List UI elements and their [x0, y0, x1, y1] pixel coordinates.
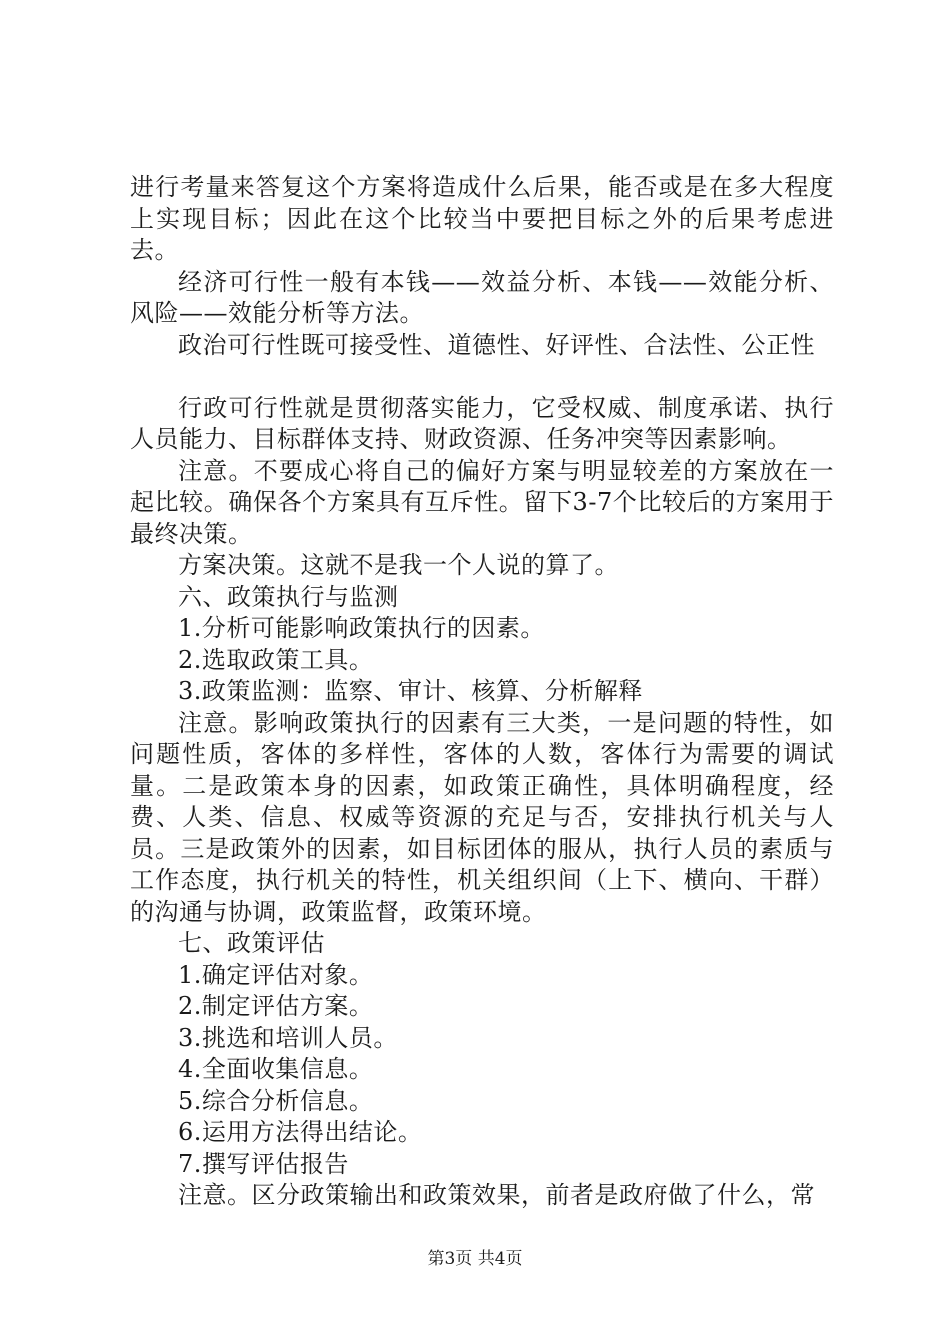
list-item: 3.政策监测：监察、审计、核算、分析解释	[178, 677, 643, 705]
paragraph: 政治可行性既可接受性、道德性、好评性、合法性、公正性	[178, 330, 815, 359]
paragraph: 经济可行性一般有本钱——效益分析、本钱——效能分析、风险——效能分析等方法。	[130, 267, 834, 327]
section-heading: 七、政策评估	[178, 929, 325, 957]
paragraph: 方案决策。这就不是我一个人说的算了。	[178, 551, 619, 579]
paragraph: 注意。区分政策输出和政策效果，前者是政府做了什么，常	[178, 1181, 815, 1209]
list-item: 3.挑选和培训人员。	[178, 1023, 398, 1052]
list-item: 6.运用方法得出结论。	[178, 1118, 423, 1146]
page-number: 第3页 共4页	[427, 1249, 523, 1269]
list-item: 1.分析可能影响政策执行的因素。	[178, 614, 545, 642]
list-item: 2.制定评估方案。	[178, 992, 374, 1020]
list-item: 7.撰写评估报告	[178, 1149, 349, 1178]
section-heading: 六、政策执行与监测	[178, 582, 399, 611]
paragraph: 注意。影响政策执行的因素有三大类，一是问题的特性，如问题性质，客体的多样性，客体的人数，客体行为需要的调试量。二是政策本身的因素，如政策正确性，具体明确程度，经费、人类、信息、权威等资源的充足与否，安排执行机关与人员。三是政策外的因素，如目标团体的服从，执行人员的素质与工作态度，执行机关的特性，机关组织间（上下、横向、干群）的沟通与协调，政策监督，政策环境。	[130, 708, 834, 926]
list-item: 2.选取政策工具。	[178, 645, 374, 674]
paragraph: 行政可行性就是贯彻落实能力，它受权威、制度承诺、执行人员能力、目标群体支持、财政资源、任务冲突等因素影响。	[130, 393, 834, 453]
list-item: 1.确定评估对象。	[178, 960, 374, 989]
list-item: 4.全面收集信息。	[178, 1055, 374, 1083]
document-body	[130, 172, 834, 1212]
blank-line	[130, 361, 834, 393]
paragraph: 注意。不要成心将自己的偏好方案与明显较差的方案放在一起比较。确保各个方案具有互斥性。留下3-7个比较后的方案用于最终决策。	[130, 456, 834, 548]
paragraph: 进行考量来答复这个方案将造成什么后果，能否或是在多大程度上实现目标；因此在这个比较当中要把目标之外的后果考虑进去。	[130, 173, 834, 264]
list-item: 5.综合分析信息。	[178, 1086, 374, 1115]
